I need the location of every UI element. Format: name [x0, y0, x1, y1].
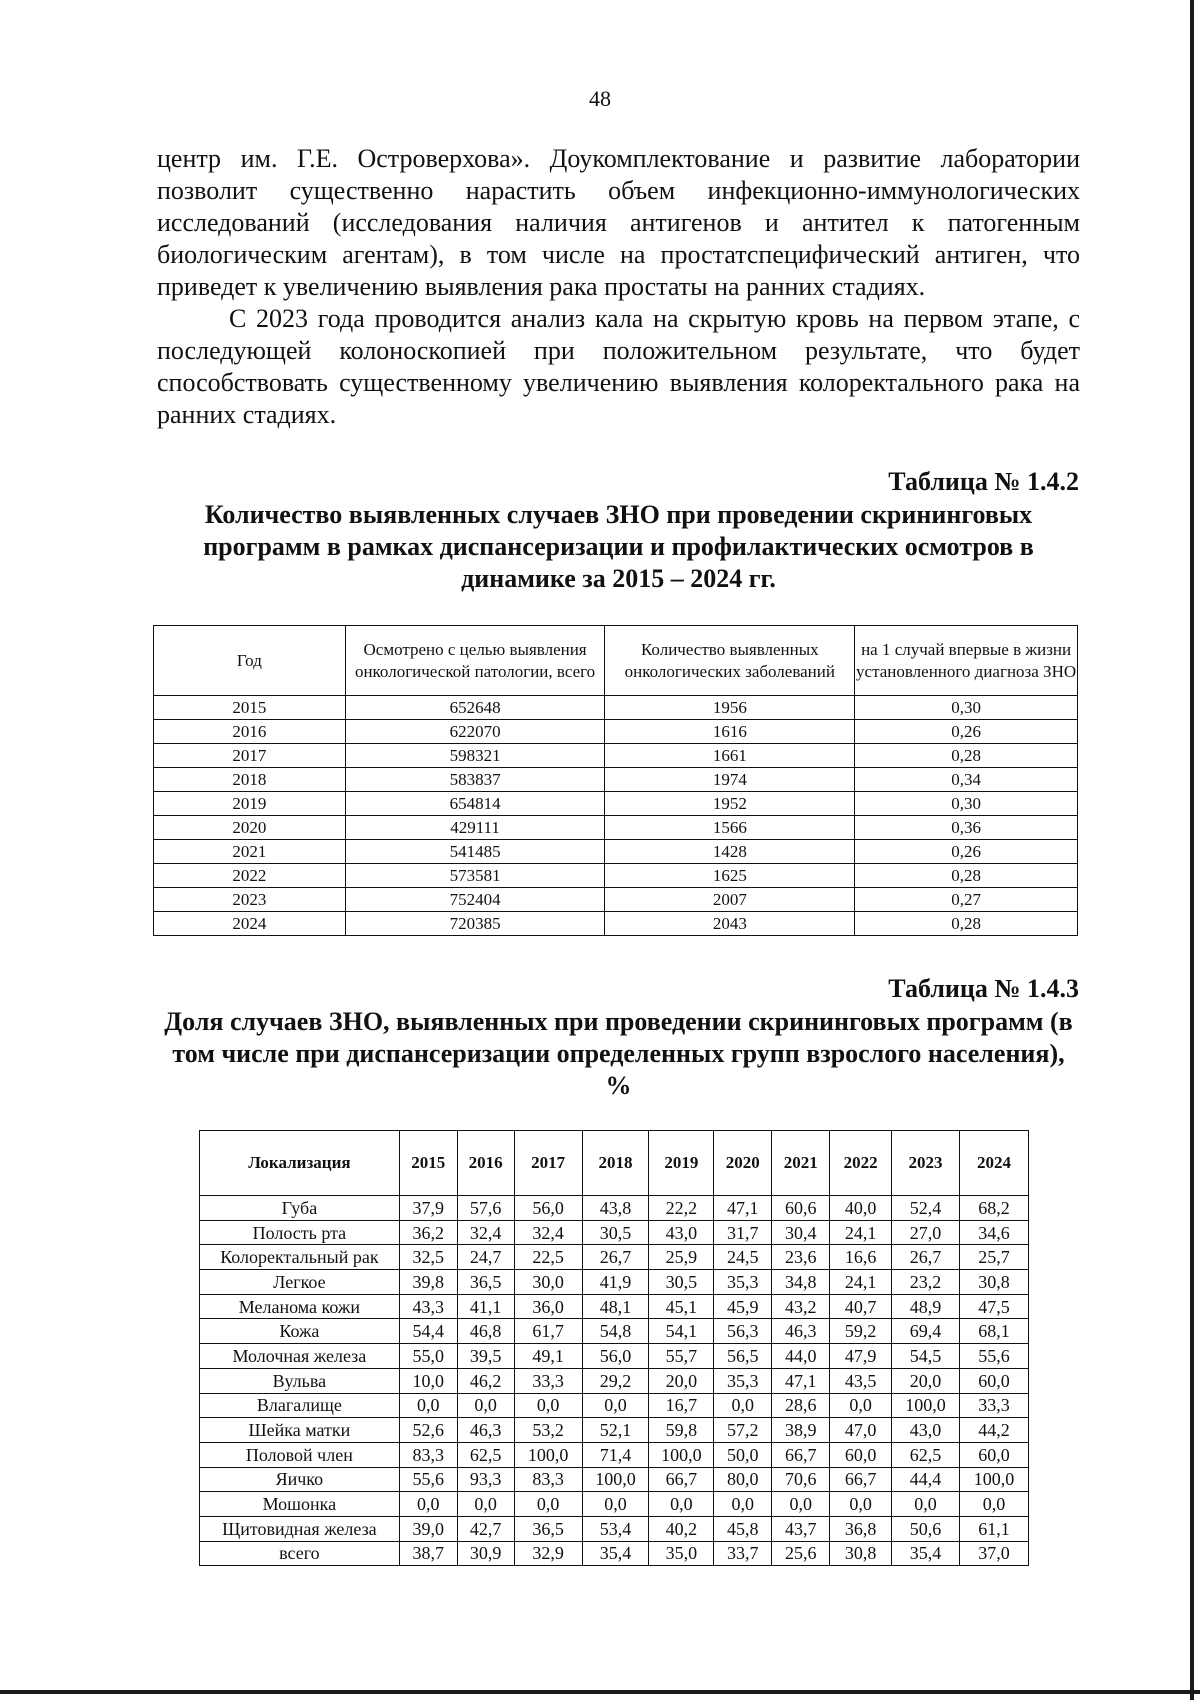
cell-percent: 55,6	[960, 1344, 1029, 1369]
cell-percent: 56,3	[714, 1319, 772, 1344]
cell-percent: 100,0	[582, 1467, 649, 1492]
cell-percent: 45,9	[714, 1294, 772, 1319]
cell-percent: 46,2	[457, 1368, 514, 1393]
table-row	[154, 816, 1078, 840]
cell-percent: 0,0	[714, 1492, 772, 1517]
table-row	[200, 1245, 1029, 1270]
table-row	[200, 1393, 1029, 1418]
cell-year: 2021	[154, 840, 346, 864]
table-row	[200, 1492, 1029, 1517]
cell-percent: 0,0	[714, 1393, 772, 1418]
table-row	[200, 1294, 1029, 1319]
cell-percent: 0,0	[582, 1393, 649, 1418]
cell-percent: 40,7	[830, 1294, 892, 1319]
cell-percent: 54,8	[582, 1319, 649, 1344]
cell-percent: 32,4	[457, 1220, 514, 1245]
cell-percent: 55,7	[649, 1344, 714, 1369]
col-header-year: Год	[154, 626, 346, 696]
cell-examined: 652648	[345, 696, 605, 720]
cell-ratio: 0,34	[855, 768, 1078, 792]
cell-percent: 36,0	[514, 1294, 582, 1319]
cell-detected: 1974	[605, 768, 855, 792]
cell-percent: 32,5	[399, 1245, 457, 1270]
page-edge-bottom	[0, 1690, 1200, 1694]
cell-percent: 43,0	[649, 1220, 714, 1245]
cell-percent: 66,7	[772, 1442, 830, 1467]
cell-percent: 60,0	[960, 1368, 1029, 1393]
cell-percent: 83,3	[399, 1442, 457, 1467]
cell-percent: 62,5	[892, 1442, 960, 1467]
cell-percent: 83,3	[514, 1467, 582, 1492]
cell-localization: Полость рта	[200, 1220, 400, 1245]
cell-percent: 59,2	[830, 1319, 892, 1344]
cell-examined: 573581	[345, 864, 605, 888]
table-row	[200, 1418, 1029, 1443]
cell-percent: 39,5	[457, 1344, 514, 1369]
cell-ratio: 0,27	[855, 888, 1078, 912]
cell-percent: 0,0	[582, 1492, 649, 1517]
table-row	[154, 720, 1078, 744]
col-header-year: 2017	[514, 1131, 582, 1196]
col-header-year: 2021	[772, 1131, 830, 1196]
cell-percent: 52,1	[582, 1418, 649, 1443]
cell-percent: 66,7	[649, 1467, 714, 1492]
cell-percent: 69,4	[892, 1319, 960, 1344]
cell-year: 2015	[154, 696, 346, 720]
cell-percent: 54,1	[649, 1319, 714, 1344]
cell-localization: Губа	[200, 1196, 400, 1221]
cell-percent: 70,6	[772, 1467, 830, 1492]
cell-percent: 93,3	[457, 1467, 514, 1492]
cell-detected: 1428	[605, 840, 855, 864]
col-header-localization: Локализация	[200, 1131, 400, 1196]
cell-percent: 35,4	[892, 1541, 960, 1566]
cell-percent: 71,4	[582, 1442, 649, 1467]
cell-year: 2023	[154, 888, 346, 912]
cell-percent: 0,0	[457, 1393, 514, 1418]
cell-percent: 0,0	[772, 1492, 830, 1517]
cell-percent: 61,7	[514, 1319, 582, 1344]
col-header-year: 2015	[399, 1131, 457, 1196]
table-row	[200, 1541, 1029, 1566]
table-row	[154, 768, 1078, 792]
cell-percent: 100,0	[514, 1442, 582, 1467]
cell-localization: Меланома кожи	[200, 1294, 400, 1319]
cell-percent: 30,0	[514, 1270, 582, 1295]
table-header-row	[200, 1131, 1029, 1196]
cell-examined: 654814	[345, 792, 605, 816]
cell-percent: 0,0	[960, 1492, 1029, 1517]
cell-percent: 40,2	[649, 1516, 714, 1541]
cell-percent: 22,5	[514, 1245, 582, 1270]
cell-percent: 54,5	[892, 1344, 960, 1369]
screening-cases-table	[153, 625, 1078, 936]
cell-ratio: 0,28	[855, 744, 1078, 768]
cell-year: 2019	[154, 792, 346, 816]
cell-ratio: 0,30	[855, 696, 1078, 720]
cell-percent: 30,5	[649, 1270, 714, 1295]
table-row	[200, 1270, 1029, 1295]
cell-percent: 50,6	[892, 1516, 960, 1541]
cell-percent: 24,5	[714, 1245, 772, 1270]
cell-percent: 43,0	[892, 1418, 960, 1443]
cell-percent: 47,1	[714, 1196, 772, 1221]
cell-percent: 43,2	[772, 1294, 830, 1319]
table-row	[154, 840, 1078, 864]
cell-localization: Колоректальный рак	[200, 1245, 400, 1270]
page-edge-right	[1190, 0, 1194, 1700]
cell-percent: 46,3	[457, 1418, 514, 1443]
cell-year: 2018	[154, 768, 346, 792]
cell-percent: 47,9	[830, 1344, 892, 1369]
cell-percent: 100,0	[960, 1467, 1029, 1492]
table-row	[154, 888, 1078, 912]
table-row	[154, 792, 1078, 816]
cell-percent: 20,0	[649, 1368, 714, 1393]
cell-percent: 60,0	[830, 1442, 892, 1467]
cell-percent: 30,9	[457, 1541, 514, 1566]
cell-percent: 33,3	[514, 1368, 582, 1393]
cell-localization: Вульва	[200, 1368, 400, 1393]
cell-percent: 32,9	[514, 1541, 582, 1566]
cell-detected: 2007	[605, 888, 855, 912]
cell-percent: 37,0	[960, 1541, 1029, 1566]
cell-percent: 53,4	[582, 1516, 649, 1541]
cell-percent: 35,0	[649, 1541, 714, 1566]
screening-share-table	[199, 1130, 1029, 1566]
cell-detected: 1566	[605, 816, 855, 840]
cell-percent: 34,8	[772, 1270, 830, 1295]
cell-percent: 16,6	[830, 1245, 892, 1270]
cell-percent: 45,1	[649, 1294, 714, 1319]
cell-percent: 55,6	[399, 1467, 457, 1492]
cell-percent: 30,8	[830, 1541, 892, 1566]
cell-percent: 28,6	[772, 1393, 830, 1418]
cell-percent: 60,0	[960, 1442, 1029, 1467]
cell-examined: 598321	[345, 744, 605, 768]
cell-percent: 43,5	[830, 1368, 892, 1393]
cell-detected: 2043	[605, 912, 855, 936]
cell-localization: Мошонка	[200, 1492, 400, 1517]
cell-percent: 29,2	[582, 1368, 649, 1393]
cell-percent: 44,2	[960, 1418, 1029, 1443]
cell-percent: 36,2	[399, 1220, 457, 1245]
cell-percent: 48,9	[892, 1294, 960, 1319]
cell-localization: Щитовидная железа	[200, 1516, 400, 1541]
cell-percent: 66,7	[830, 1467, 892, 1492]
cell-percent: 44,4	[892, 1467, 960, 1492]
cell-percent: 16,7	[649, 1393, 714, 1418]
cell-percent: 20,0	[892, 1368, 960, 1393]
cell-percent: 24,7	[457, 1245, 514, 1270]
cell-percent: 38,9	[772, 1418, 830, 1443]
cell-percent: 80,0	[714, 1467, 772, 1492]
cell-percent: 68,1	[960, 1319, 1029, 1344]
cell-percent: 0,0	[399, 1492, 457, 1517]
cell-year: 2016	[154, 720, 346, 744]
cell-percent: 22,2	[649, 1196, 714, 1221]
table-row	[154, 864, 1078, 888]
cell-percent: 36,5	[457, 1270, 514, 1295]
cell-year: 2017	[154, 744, 346, 768]
col-header-year: 2024	[960, 1131, 1029, 1196]
cell-percent: 23,2	[892, 1270, 960, 1295]
body-text	[157, 143, 1080, 431]
cell-percent: 0,0	[514, 1393, 582, 1418]
cell-percent: 35,3	[714, 1270, 772, 1295]
cell-examined: 583837	[345, 768, 605, 792]
table-row	[200, 1368, 1029, 1393]
cell-percent: 44,0	[772, 1344, 830, 1369]
cell-percent: 26,7	[582, 1245, 649, 1270]
col-header-year: 2016	[457, 1131, 514, 1196]
cell-percent: 35,3	[714, 1368, 772, 1393]
cell-detected: 1956	[605, 696, 855, 720]
cell-percent: 40,0	[830, 1196, 892, 1221]
cell-examined: 429111	[345, 816, 605, 840]
cell-percent: 38,7	[399, 1541, 457, 1566]
table2-title: Доля случаев ЗНО, выявленных при проведении скрининговых программ (в том числе при диспансеризации определенных групп взрослого населения), %	[164, 1007, 1073, 1100]
cell-percent: 0,0	[514, 1492, 582, 1517]
cell-percent: 0,0	[457, 1492, 514, 1517]
cell-percent: 56,0	[514, 1196, 582, 1221]
cell-percent: 39,0	[399, 1516, 457, 1541]
cell-detected: 1625	[605, 864, 855, 888]
cell-percent: 53,2	[514, 1418, 582, 1443]
cell-percent: 100,0	[649, 1442, 714, 1467]
cell-percent: 54,4	[399, 1319, 457, 1344]
cell-percent: 57,6	[457, 1196, 514, 1221]
cell-percent: 43,8	[582, 1196, 649, 1221]
cell-localization: Молочная железа	[200, 1344, 400, 1369]
table-row	[200, 1467, 1029, 1492]
cell-percent: 100,0	[892, 1393, 960, 1418]
cell-percent: 34,6	[960, 1220, 1029, 1245]
cell-detected: 1661	[605, 744, 855, 768]
table1-title: Количество выявленных случаев ЗНО при проведении скрининговых программ в рамках диспансеризации и профилактических осмотров в динамике за 2015 – 2024 гг.	[203, 500, 1034, 593]
cell-percent: 27,0	[892, 1220, 960, 1245]
table-row	[200, 1220, 1029, 1245]
table-row	[200, 1442, 1029, 1467]
cell-percent: 35,4	[582, 1541, 649, 1566]
cell-percent: 0,0	[399, 1393, 457, 1418]
cell-ratio: 0,36	[855, 816, 1078, 840]
cell-percent: 0,0	[830, 1393, 892, 1418]
cell-localization: Яичко	[200, 1467, 400, 1492]
cell-percent: 55,0	[399, 1344, 457, 1369]
table-row	[200, 1196, 1029, 1221]
cell-examined: 541485	[345, 840, 605, 864]
cell-percent: 50,0	[714, 1442, 772, 1467]
col-header-year: 2020	[714, 1131, 772, 1196]
cell-percent: 52,4	[892, 1196, 960, 1221]
cell-percent: 37,9	[399, 1196, 457, 1221]
col-header-year: 2022	[830, 1131, 892, 1196]
cell-ratio: 0,26	[855, 840, 1078, 864]
cell-percent: 24,1	[830, 1270, 892, 1295]
cell-percent: 49,1	[514, 1344, 582, 1369]
cell-percent: 60,6	[772, 1196, 830, 1221]
cell-examined: 720385	[345, 912, 605, 936]
cell-ratio: 0,28	[855, 864, 1078, 888]
col-header-examined: Осмотрено с целью выявления онкологической патологии, всего	[345, 626, 605, 696]
cell-localization: Легкое	[200, 1270, 400, 1295]
cell-percent: 0,0	[649, 1492, 714, 1517]
cell-percent: 41,9	[582, 1270, 649, 1295]
cell-percent: 59,8	[649, 1418, 714, 1443]
cell-percent: 57,2	[714, 1418, 772, 1443]
cell-percent: 47,5	[960, 1294, 1029, 1319]
cell-percent: 47,0	[830, 1418, 892, 1443]
col-header-year: 2018	[582, 1131, 649, 1196]
cell-percent: 68,2	[960, 1196, 1029, 1221]
cell-percent: 33,7	[714, 1541, 772, 1566]
cell-percent: 25,7	[960, 1245, 1029, 1270]
cell-percent: 26,7	[892, 1245, 960, 1270]
cell-percent: 36,5	[514, 1516, 582, 1541]
cell-percent: 62,5	[457, 1442, 514, 1467]
cell-percent: 48,1	[582, 1294, 649, 1319]
cell-ratio: 0,30	[855, 792, 1078, 816]
table-header-row	[154, 626, 1078, 696]
cell-percent: 43,3	[399, 1294, 457, 1319]
cell-percent: 10,0	[399, 1368, 457, 1393]
cell-percent: 0,0	[892, 1492, 960, 1517]
cell-percent: 30,8	[960, 1270, 1029, 1295]
table1-number: Таблица № 1.4.2	[888, 467, 1079, 496]
page-number: 48	[589, 86, 611, 111]
cell-percent: 39,8	[399, 1270, 457, 1295]
table-row	[154, 912, 1078, 936]
cell-percent: 25,6	[772, 1541, 830, 1566]
cell-percent: 30,4	[772, 1220, 830, 1245]
cell-year: 2022	[154, 864, 346, 888]
cell-localization: Шейка матки	[200, 1418, 400, 1443]
cell-ratio: 0,28	[855, 912, 1078, 936]
table-row	[200, 1319, 1029, 1344]
cell-localization: всего	[200, 1541, 400, 1566]
paragraph-2: С 2023 года проводится анализ кала на скрытую кровь на первом этапе, с последующей колоноскопией при положительном результате, что будет способствовать существенному увеличению выявления колоректального рака на ранних стадиях.	[157, 304, 1080, 429]
cell-localization: Влагалище	[200, 1393, 400, 1418]
cell-year: 2020	[154, 816, 346, 840]
cell-percent: 32,4	[514, 1220, 582, 1245]
table-row	[154, 696, 1078, 720]
col-header-year: 2023	[892, 1131, 960, 1196]
cell-detected: 1616	[605, 720, 855, 744]
cell-percent: 47,1	[772, 1368, 830, 1393]
cell-percent: 33,3	[960, 1393, 1029, 1418]
cell-percent: 46,3	[772, 1319, 830, 1344]
cell-percent: 31,7	[714, 1220, 772, 1245]
cell-year: 2024	[154, 912, 346, 936]
cell-percent: 52,6	[399, 1418, 457, 1443]
table-row	[154, 744, 1078, 768]
cell-percent: 61,1	[960, 1516, 1029, 1541]
cell-percent: 42,7	[457, 1516, 514, 1541]
cell-examined: 752404	[345, 888, 605, 912]
cell-percent: 0,0	[830, 1492, 892, 1517]
cell-ratio: 0,26	[855, 720, 1078, 744]
cell-percent: 46,8	[457, 1319, 514, 1344]
cell-percent: 30,5	[582, 1220, 649, 1245]
col-header-ratio: на 1 случай впервые в жизни установленного диагноза ЗНО	[855, 626, 1078, 696]
cell-examined: 622070	[345, 720, 605, 744]
cell-percent: 24,1	[830, 1220, 892, 1245]
cell-percent: 56,5	[714, 1344, 772, 1369]
cell-percent: 56,0	[582, 1344, 649, 1369]
cell-percent: 43,7	[772, 1516, 830, 1541]
col-header-year: 2019	[649, 1131, 714, 1196]
cell-percent: 25,9	[649, 1245, 714, 1270]
col-header-detected: Количество выявленных онкологических заболеваний	[605, 626, 855, 696]
cell-detected: 1952	[605, 792, 855, 816]
cell-percent: 23,6	[772, 1245, 830, 1270]
table-row	[200, 1344, 1029, 1369]
cell-localization: Кожа	[200, 1319, 400, 1344]
cell-percent: 36,8	[830, 1516, 892, 1541]
table-row	[200, 1516, 1029, 1541]
cell-localization: Половой член	[200, 1442, 400, 1467]
cell-percent: 45,8	[714, 1516, 772, 1541]
cell-percent: 41,1	[457, 1294, 514, 1319]
table2-number: Таблица № 1.4.3	[888, 974, 1079, 1003]
paragraph-1: центр им. Г.Е. Островерхова». Доукомплектование и развитие лаборатории позволит существенно нарастить объем инфекционно-иммунологических исследований (исследования наличия антигенов и антител к патогенным биологическим агентам), в том числе на простатспецифический антиген, что приведет к увеличению выявления рака простаты на ранних стадиях.	[157, 144, 1080, 301]
